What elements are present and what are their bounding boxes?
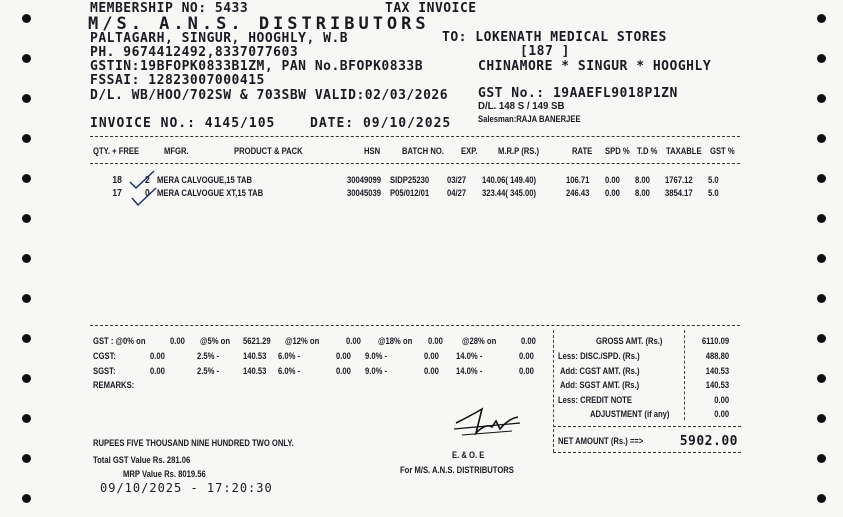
amount-in-words: RUPEES FIVE THOUSAND NINE HUNDRED TWO ONLY. [93,438,294,448]
sprocket-hole [22,454,31,463]
sprocket-hole [817,374,826,383]
sprocket-hole [817,454,826,463]
cgst-label: CGST: [93,351,116,361]
handwritten-checkmarks [128,168,158,208]
sgst-label: SGST: [93,366,116,376]
sprocket-hole [817,494,826,503]
col-td: T.D % [637,146,658,156]
for-firm-text: For M/S. A.N.S. DISTRIBUTORS [400,465,514,475]
firm-name: M/S. A.N.S. DISTRIBUTORS [88,14,430,34]
col-rate: RATE [572,146,593,156]
col-hsn: HSN [364,146,381,156]
left-sprocket-strip [0,0,30,517]
sgst-amount-label: Add: SGST AMT. (Rs.) [560,380,640,390]
sgst-label: 2.5% - [197,366,220,376]
cgst-amount-label: Add: CGST AMT. (Rs.) [560,366,640,376]
buyer-dl: D/L. 148 S / 149 SB [478,100,565,112]
item-hsn: 30045039 [347,188,382,198]
print-timestamp: 09/10/2025 - 17:20:30 [100,481,273,495]
col-gst: GST % [710,146,735,156]
item-batch: P05/012/01 [390,188,430,198]
cgst-value: 0.00 [519,351,534,361]
gross-amount-label: GROSS AMT. (Rs.) [596,336,663,346]
totals-left-border [553,330,554,452]
sprocket-hole [22,14,31,23]
summary-top-rule [90,325,740,326]
cgst-label: 14.0% - [456,351,483,361]
sprocket-hole [817,174,826,183]
net-top-rule [553,426,741,427]
col-exp: EXP. [461,146,478,156]
col-qty-free: QTY. + FREE [93,146,140,156]
col-mfgr: MFGR. [164,146,189,156]
sgst-value: 0.00 [424,366,439,376]
item-free: 0 [145,188,150,199]
item-qty: 17 [112,188,122,199]
item-td: 8.00 [635,175,650,185]
firm-dl-valid: D/L. WB/HOO/702SW & 703SBW VALID:02/03/2026 [90,88,449,103]
sprocket-hole [22,134,31,143]
adjustment-label: ADJUSTMENT (if any) [590,409,670,419]
gst-label: @18% on [378,336,413,346]
sgst-amount-value: 140.53 [705,380,730,390]
discount-label: Less: DISC./SPD. (Rs.) [558,351,640,361]
right-sprocket-strip [813,0,843,517]
net-amount-label: NET AMOUNT (Rs.) ==> [558,436,644,446]
item-spd: 0.00 [605,175,620,185]
gst-value: 0.00 [170,336,185,346]
cgst-amount-value: 140.53 [705,366,730,376]
sprocket-hole [817,94,826,103]
credit-note-value: 0.00 [714,395,730,405]
total-gst-value: Total GST Value Rs. 281.06 [93,455,191,465]
sprocket-hole [817,254,826,263]
sprocket-hole [817,54,826,63]
gross-amount-value: 6110.09 [701,336,730,346]
salesman: Salesman:RAJA BANERJEE [478,114,581,124]
sgst-value: 140.53 [243,366,267,376]
item-exp: 03/27 [447,175,467,185]
adjustment-value: 0.00 [714,409,730,419]
item-mrp: 140.06( 149.40) [482,175,537,185]
item-spd: 0.00 [605,188,620,198]
gst-label: @28% on [462,336,497,346]
col-product: PRODUCT & PACK [234,146,303,156]
item-exp: 04/27 [447,188,467,198]
table-top-rule [90,136,740,137]
invoice-number: INVOICE NO.: 4145/105 [90,116,276,131]
sgst-value: 0.00 [519,366,534,376]
cgst-label: 2.5% - [197,351,220,361]
sgst-label: 9.0% - [365,366,388,376]
item-gst: 5.0 [708,175,719,185]
item-td: 8.00 [635,188,650,198]
item-qty: 18 [112,175,122,186]
sprocket-hole [22,214,31,223]
net-bottom-rule [553,452,741,453]
gst-label: GST : @0% on [93,336,146,346]
item-rate: 106.71 [566,175,590,185]
firm-phone: PH. 9674412492,8337077603 [90,45,299,60]
cgst-value: 0.00 [150,351,165,361]
sgst-value: 0.00 [150,366,165,376]
item-hsn: 30049099 [347,175,382,185]
net-amount-value: 5902.00 [679,434,738,449]
buyer-gst: GST No.: 19AAEFL9018P1ZN [478,86,678,101]
eoe-text: E. & O. E [452,450,485,460]
cgst-label: 6.0% - [278,351,301,361]
sprocket-hole [22,94,31,103]
sprocket-hole [817,214,826,223]
sprocket-hole [22,374,31,383]
sprocket-hole [22,174,31,183]
item-taxable: 3854.17 [665,188,693,198]
buyer-address: CHINAMORE * SINGUR * HOOGHLY [478,59,712,74]
credit-note-label: Less: CREDIT NOTE [558,395,632,405]
cgst-label: 9.0% - [365,351,388,361]
cgst-value: 0.00 [336,351,351,361]
sgst-label: 6.0% - [278,366,301,376]
item-free: 2 [145,175,150,186]
sgst-value: 0.00 [336,366,351,376]
gst-value: 0.00 [428,336,443,346]
sprocket-hole [22,494,31,503]
col-spd: SPD % [605,146,630,156]
doc-type: TAX INVOICE [385,1,477,16]
sprocket-hole [22,414,31,423]
discount-value: 488.80 [705,351,730,361]
cgst-value: 0.00 [424,351,439,361]
totals-mid-border [684,330,685,420]
buyer-name: TO: LOKENATH MEDICAL STORES [442,30,667,45]
sprocket-hole [817,134,826,143]
item-product: MERA CALVOGUE XT,15 TAB [157,188,264,198]
col-mrp: M.R.P (RS.) [498,146,540,156]
handwritten-signature [452,405,522,445]
sprocket-hole [817,414,826,423]
cgst-value: 140.53 [243,351,267,361]
table-header-rule [90,163,740,164]
sprocket-hole [22,254,31,263]
item-mrp: 323.44( 345.00) [482,188,537,198]
item-gst: 5.0 [708,188,719,198]
firm-gstin-pan: GSTIN:19BFOPK0833B1ZM, PAN No.BFOPK0833B [90,59,424,74]
col-taxable: TAXABLE [666,146,702,156]
item-product: MERA CALVOGUE,15 TAB [157,175,253,185]
membership-number: MEMBERSHIP NO: 5433 [90,1,249,16]
item-rate: 246.43 [566,188,590,198]
gst-value: 0.00 [521,336,536,346]
mrp-value: MRP Value Rs. 8019.56 [123,469,206,479]
sprocket-hole [22,334,31,343]
buyer-code: [187 ] [520,44,570,59]
sprocket-hole [817,334,826,343]
gst-value: 0.00 [346,336,361,346]
sprocket-hole [817,294,826,303]
item-batch: SIDP25230 [390,175,430,185]
remarks-label: REMARKS: [93,380,135,390]
sprocket-hole [22,54,31,63]
gst-label: @12% on [285,336,320,346]
gst-value: 5621.29 [243,336,271,346]
item-taxable: 1767.12 [665,175,693,185]
col-batch: BATCH NO. [402,146,444,156]
firm-address: PALTAGARH, SINGUR, HOOGHLY, W.B [90,31,349,46]
sprocket-hole [22,294,31,303]
firm-fssai: FSSAI: 12823007000415 [90,73,265,88]
gst-label: @5% on [200,336,230,346]
sgst-label: 14.0% - [456,366,483,376]
sprocket-hole [817,14,826,23]
invoice-date: DATE: 09/10/2025 [310,116,452,131]
